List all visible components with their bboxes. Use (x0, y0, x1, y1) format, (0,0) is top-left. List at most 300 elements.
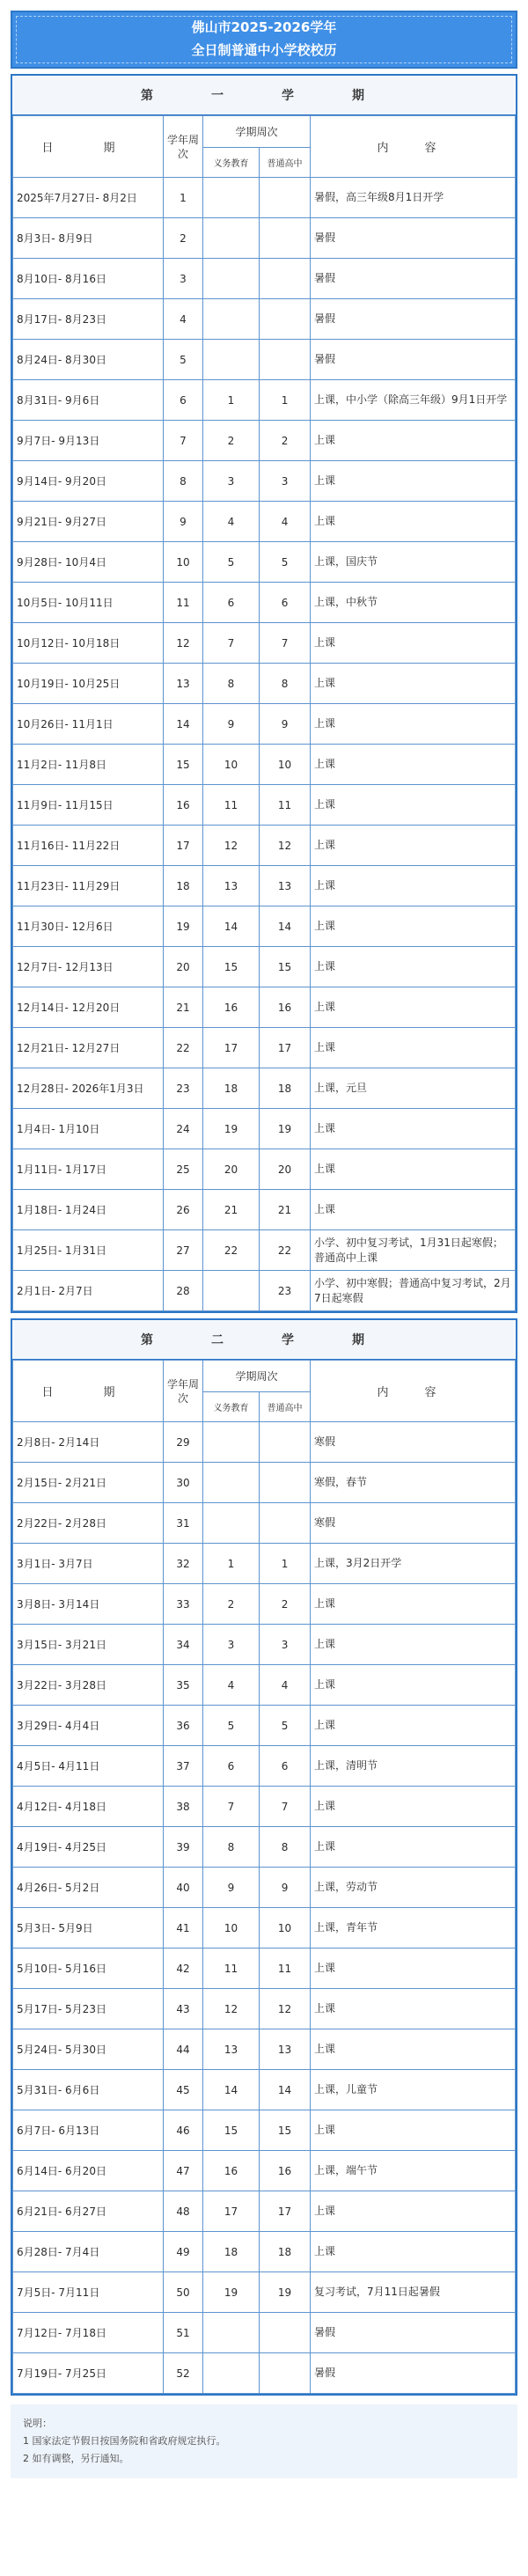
table-row (13, 947, 516, 987)
column-header-year-week: 学年周次 (164, 1361, 203, 1422)
column-header-content: 内 容 (311, 1361, 516, 1422)
year-week-cell: 15 (164, 745, 203, 785)
date-cell: 10月5日- 10月11日 (13, 583, 164, 623)
year-week-cell: 6 (164, 380, 203, 421)
content-cell: 上课 (311, 866, 516, 906)
compulsory-week-cell: 1 (203, 380, 260, 421)
content-cell: 上课 (311, 1787, 516, 1827)
content-cell: 上课 (311, 785, 516, 826)
column-header-year-week: 学年周次 (164, 116, 203, 178)
compulsory-week-cell: 10 (203, 1908, 260, 1949)
compulsory-week-cell: 13 (203, 866, 260, 906)
content-cell: 上课 (311, 1949, 516, 1989)
table-row (13, 1109, 516, 1149)
high-school-week-cell: 16 (260, 2151, 311, 2191)
high-school-week-cell: 3 (260, 1625, 311, 1665)
compulsory-week-cell: 22 (203, 1230, 260, 1271)
compulsory-week-cell: 5 (203, 542, 260, 583)
date-cell: 2月15日- 2月21日 (13, 1463, 164, 1503)
content-cell: 暑假，高三年级8月1日开学 (311, 178, 516, 218)
semester1-title: 第 一 学 期 (12, 76, 516, 115)
date-cell: 7月5日- 7月11日 (13, 2272, 164, 2313)
high-school-week-cell: 1 (260, 380, 311, 421)
content-cell: 上课 (311, 2232, 516, 2272)
table-row (13, 340, 516, 380)
content-cell: 上课 (311, 2110, 516, 2151)
year-week-cell: 21 (164, 987, 203, 1028)
table-row (13, 1422, 516, 1463)
content-cell: 寒假 (311, 1422, 516, 1463)
table-row (13, 1584, 516, 1625)
year-week-cell: 16 (164, 785, 203, 826)
table-row (13, 2110, 516, 2151)
content-cell: 上课，清明节 (311, 1746, 516, 1787)
content-cell: 上课，中小学（除高三年级）9月1日开学 (311, 380, 516, 421)
content-cell: 小学、初中寒假；普通高中复习考试，2月7日起寒假 (311, 1271, 516, 1311)
table-row (13, 2029, 516, 2070)
table-row (13, 1028, 516, 1068)
table-row (13, 1706, 516, 1746)
table-row (13, 421, 516, 461)
date-cell: 2月22日- 2月28日 (13, 1503, 164, 1544)
compulsory-week-cell: 8 (203, 664, 260, 704)
date-cell: 3月29日- 4月4日 (13, 1706, 164, 1746)
content-cell: 上课 (311, 1706, 516, 1746)
table-row (13, 1068, 516, 1109)
compulsory-week-cell: 11 (203, 1949, 260, 1989)
high-school-week-cell (260, 1422, 311, 1463)
compulsory-week-cell: 16 (203, 2151, 260, 2191)
table-row (13, 1503, 516, 1544)
content-cell: 上课 (311, 704, 516, 745)
table-row (13, 866, 516, 906)
content-cell: 上课 (311, 461, 516, 502)
compulsory-week-cell: 12 (203, 1989, 260, 2029)
compulsory-week-cell: 18 (203, 2232, 260, 2272)
date-cell: 4月12日- 4月18日 (13, 1787, 164, 1827)
page-title-line1: 佛山市2025-2026学年 (191, 19, 337, 35)
compulsory-week-cell (203, 340, 260, 380)
date-cell: 9月28日- 10月4日 (13, 542, 164, 583)
content-cell: 上课 (311, 1827, 516, 1868)
content-cell: 上课，元旦 (311, 1068, 516, 1109)
content-cell: 上课 (311, 421, 516, 461)
high-school-week-cell: 17 (260, 1028, 311, 1068)
year-week-cell: 4 (164, 299, 203, 340)
content-cell: 上课 (311, 2191, 516, 2232)
high-school-week-cell: 23 (260, 1271, 311, 1311)
date-cell: 12月28日- 2026年1月3日 (13, 1068, 164, 1109)
high-school-week-cell (260, 2313, 311, 2353)
date-cell: 2月1日- 2月7日 (13, 1271, 164, 1311)
compulsory-week-cell (203, 1271, 260, 1311)
table-row (13, 2353, 516, 2394)
compulsory-week-cell (203, 259, 260, 299)
compulsory-week-cell: 6 (203, 583, 260, 623)
date-cell: 2025年7月27日- 8月2日 (13, 178, 164, 218)
compulsory-week-cell: 21 (203, 1190, 260, 1230)
high-school-week-cell: 19 (260, 2272, 311, 2313)
high-school-week-cell: 22 (260, 1230, 311, 1271)
year-week-cell: 29 (164, 1422, 203, 1463)
high-school-week-cell: 4 (260, 502, 311, 542)
date-cell: 8月10日- 8月16日 (13, 259, 164, 299)
high-school-week-cell: 3 (260, 461, 311, 502)
notes-item: 1 国家法定节假日按国务院和省政府规定执行。 (23, 2435, 226, 2447)
table-row (13, 218, 516, 259)
year-week-cell: 17 (164, 826, 203, 866)
table-row (13, 1746, 516, 1787)
table-row (13, 1544, 516, 1584)
high-school-week-cell (260, 299, 311, 340)
table-row (13, 2151, 516, 2191)
content-cell: 小学、初中复习考试，1月31日起寒假；普通高中上课 (311, 1230, 516, 1271)
date-cell: 11月2日- 11月8日 (13, 745, 164, 785)
high-school-week-cell: 9 (260, 704, 311, 745)
year-week-cell: 51 (164, 2313, 203, 2353)
date-cell: 11月16日- 11月22日 (13, 826, 164, 866)
date-cell: 6月21日- 6月27日 (13, 2191, 164, 2232)
compulsory-week-cell: 1 (203, 1544, 260, 1584)
page-title-line2: 全日制普通中小学校校历 (191, 42, 337, 58)
year-week-cell: 35 (164, 1665, 203, 1706)
year-week-cell: 45 (164, 2070, 203, 2110)
content-cell: 上课 (311, 745, 516, 785)
content-cell: 上课 (311, 906, 516, 947)
high-school-week-cell: 11 (260, 1949, 311, 1989)
year-week-cell: 7 (164, 421, 203, 461)
table-row (13, 1463, 516, 1503)
semester1-section (11, 74, 517, 1313)
high-school-week-cell (260, 1503, 311, 1544)
year-week-cell: 50 (164, 2272, 203, 2313)
content-cell: 上课 (311, 1584, 516, 1625)
date-cell: 4月5日- 4月11日 (13, 1746, 164, 1787)
date-cell: 8月31日- 9月6日 (13, 380, 164, 421)
table-row (13, 1787, 516, 1827)
table-row (13, 2070, 516, 2110)
year-week-cell: 30 (164, 1463, 203, 1503)
year-week-cell: 25 (164, 1149, 203, 1190)
year-week-cell: 9 (164, 502, 203, 542)
compulsory-week-cell: 9 (203, 1868, 260, 1908)
date-cell: 7月19日- 7月25日 (13, 2353, 164, 2394)
content-cell: 复习考试，7月11日起暑假 (311, 2272, 516, 2313)
table-row (13, 461, 516, 502)
year-week-cell: 31 (164, 1503, 203, 1544)
compulsory-week-cell: 10 (203, 745, 260, 785)
content-cell: 上课 (311, 1989, 516, 2029)
compulsory-week-cell: 14 (203, 2070, 260, 2110)
semester2-section (11, 1318, 517, 2396)
content-cell: 上课 (311, 664, 516, 704)
compulsory-week-cell (203, 2313, 260, 2353)
date-cell: 9月21日- 9月27日 (13, 502, 164, 542)
high-school-week-cell (260, 259, 311, 299)
high-school-week-cell: 9 (260, 1868, 311, 1908)
compulsory-week-cell: 7 (203, 1787, 260, 1827)
date-cell: 3月8日- 3月14日 (13, 1584, 164, 1625)
year-week-cell: 22 (164, 1028, 203, 1068)
table-row (13, 502, 516, 542)
compulsory-week-cell: 19 (203, 2272, 260, 2313)
date-cell: 7月12日- 7月18日 (13, 2313, 164, 2353)
table-row (13, 1230, 516, 1271)
year-week-cell: 12 (164, 623, 203, 664)
date-cell: 5月31日- 6月6日 (13, 2070, 164, 2110)
high-school-week-cell (260, 1463, 311, 1503)
content-cell: 上课 (311, 2029, 516, 2070)
year-week-cell: 34 (164, 1625, 203, 1665)
date-cell: 12月21日- 12月27日 (13, 1028, 164, 1068)
date-cell: 8月17日- 8月23日 (13, 299, 164, 340)
content-cell: 暑假 (311, 259, 516, 299)
table-row (13, 1868, 516, 1908)
table-row (13, 2313, 516, 2353)
date-cell: 4月26日- 5月2日 (13, 1868, 164, 1908)
year-week-cell: 19 (164, 906, 203, 947)
table-row (13, 1989, 516, 2029)
year-week-cell: 8 (164, 461, 203, 502)
high-school-week-cell: 12 (260, 826, 311, 866)
date-cell: 5月10日- 5月16日 (13, 1949, 164, 1989)
high-school-week-cell: 11 (260, 785, 311, 826)
compulsory-week-cell: 4 (203, 1665, 260, 1706)
compulsory-week-cell (203, 2353, 260, 2394)
high-school-week-cell: 18 (260, 2232, 311, 2272)
date-cell: 9月7日- 9月13日 (13, 421, 164, 461)
year-week-cell: 52 (164, 2353, 203, 2394)
column-header-content: 内 容 (311, 116, 516, 178)
date-cell: 9月14日- 9月20日 (13, 461, 164, 502)
compulsory-week-cell (203, 178, 260, 218)
calendar-header (11, 11, 517, 69)
content-cell: 暑假 (311, 340, 516, 380)
high-school-week-cell: 15 (260, 947, 311, 987)
column-header-date: 日 期 (13, 116, 164, 178)
high-school-week-cell (260, 2353, 311, 2394)
high-school-week-cell: 6 (260, 583, 311, 623)
table-row (13, 259, 516, 299)
high-school-week-cell: 1 (260, 1544, 311, 1584)
content-cell: 上课，劳动节 (311, 1868, 516, 1908)
year-week-cell: 14 (164, 704, 203, 745)
year-week-cell: 2 (164, 218, 203, 259)
table-row (13, 987, 516, 1028)
high-school-week-cell (260, 218, 311, 259)
column-header-date: 日 期 (13, 1361, 164, 1422)
high-school-week-cell: 13 (260, 2029, 311, 2070)
year-week-cell: 26 (164, 1190, 203, 1230)
year-week-cell: 28 (164, 1271, 203, 1311)
date-cell: 6月7日- 6月13日 (13, 2110, 164, 2151)
table-row (13, 2232, 516, 2272)
date-cell: 5月17日- 5月23日 (13, 1989, 164, 2029)
content-cell: 上课，3月2日开学 (311, 1544, 516, 1584)
content-cell: 上课 (311, 1149, 516, 1190)
high-school-week-cell: 8 (260, 1827, 311, 1868)
high-school-week-cell: 6 (260, 1746, 311, 1787)
compulsory-week-cell (203, 218, 260, 259)
table-row (13, 583, 516, 623)
content-cell: 寒假 (311, 1503, 516, 1544)
column-header-high-school: 普通高中 (260, 148, 311, 178)
compulsory-week-cell (203, 1503, 260, 1544)
compulsory-week-cell (203, 1463, 260, 1503)
content-cell: 暑假 (311, 299, 516, 340)
year-week-cell: 18 (164, 866, 203, 906)
high-school-week-cell: 4 (260, 1665, 311, 1706)
content-cell: 上课，青年节 (311, 1908, 516, 1949)
table-row (13, 380, 516, 421)
high-school-week-cell: 5 (260, 542, 311, 583)
table-row (13, 704, 516, 745)
high-school-week-cell: 20 (260, 1149, 311, 1190)
table-row (13, 2191, 516, 2232)
compulsory-week-cell: 6 (203, 1746, 260, 1787)
date-cell: 11月9日- 11月15日 (13, 785, 164, 826)
high-school-week-cell: 7 (260, 623, 311, 664)
date-cell: 1月4日- 1月10日 (13, 1109, 164, 1149)
date-cell: 10月26日- 11月1日 (13, 704, 164, 745)
content-cell: 寒假，春节 (311, 1463, 516, 1503)
column-header-high-school: 普通高中 (260, 1392, 311, 1422)
year-week-cell: 24 (164, 1109, 203, 1149)
date-cell: 12月14日- 12月20日 (13, 987, 164, 1028)
semester2-title: 第 二 学 期 (12, 1320, 516, 1360)
compulsory-week-cell: 19 (203, 1109, 260, 1149)
date-cell: 8月24日- 8月30日 (13, 340, 164, 380)
high-school-week-cell: 10 (260, 745, 311, 785)
compulsory-week-cell: 11 (203, 785, 260, 826)
high-school-week-cell: 21 (260, 1190, 311, 1230)
content-cell: 上课 (311, 1028, 516, 1068)
high-school-week-cell (260, 178, 311, 218)
content-cell: 暑假 (311, 2313, 516, 2353)
table-row (13, 1190, 516, 1230)
compulsory-week-cell: 9 (203, 704, 260, 745)
table-row (13, 745, 516, 785)
content-cell: 上课 (311, 1665, 516, 1706)
date-cell: 4月19日- 4月25日 (13, 1827, 164, 1868)
date-cell: 5月3日- 5月9日 (13, 1908, 164, 1949)
year-week-cell: 40 (164, 1868, 203, 1908)
date-cell: 2月8日- 2月14日 (13, 1422, 164, 1463)
date-cell: 3月1日- 3月7日 (13, 1544, 164, 1584)
content-cell: 上课 (311, 623, 516, 664)
compulsory-week-cell: 15 (203, 947, 260, 987)
year-week-cell: 33 (164, 1584, 203, 1625)
date-cell: 6月14日- 6月20日 (13, 2151, 164, 2191)
compulsory-week-cell: 13 (203, 2029, 260, 2070)
compulsory-week-cell: 14 (203, 906, 260, 947)
content-cell: 暑假 (311, 2353, 516, 2394)
table-row (13, 826, 516, 866)
semester1-rows (13, 178, 516, 1311)
table-row (13, 623, 516, 664)
table-row (13, 2272, 516, 2313)
high-school-week-cell: 12 (260, 1989, 311, 2029)
compulsory-week-cell: 20 (203, 1149, 260, 1190)
content-cell: 上课 (311, 987, 516, 1028)
year-week-cell: 11 (164, 583, 203, 623)
content-cell: 上课 (311, 1625, 516, 1665)
date-cell: 6月28日- 7月4日 (13, 2232, 164, 2272)
table-row (13, 1271, 516, 1311)
year-week-cell: 39 (164, 1827, 203, 1868)
date-cell: 10月12日- 10月18日 (13, 623, 164, 664)
date-cell: 12月7日- 12月13日 (13, 947, 164, 987)
high-school-week-cell: 7 (260, 1787, 311, 1827)
content-cell: 上课 (311, 1109, 516, 1149)
year-week-cell: 48 (164, 2191, 203, 2232)
year-week-cell: 13 (164, 664, 203, 704)
table-row (13, 299, 516, 340)
compulsory-week-cell: 8 (203, 1827, 260, 1868)
high-school-week-cell: 19 (260, 1109, 311, 1149)
table-row (13, 1827, 516, 1868)
compulsory-week-cell: 15 (203, 2110, 260, 2151)
content-cell: 上课，端午节 (311, 2151, 516, 2191)
date-cell: 1月25日- 1月31日 (13, 1230, 164, 1271)
date-cell: 11月23日- 11月29日 (13, 866, 164, 906)
content-cell: 上课，儿童节 (311, 2070, 516, 2110)
high-school-week-cell: 10 (260, 1908, 311, 1949)
high-school-week-cell: 18 (260, 1068, 311, 1109)
date-cell: 10月19日- 10月25日 (13, 664, 164, 704)
table-row (13, 1908, 516, 1949)
content-cell: 上课，中秋节 (311, 583, 516, 623)
high-school-week-cell: 13 (260, 866, 311, 906)
table-row (13, 785, 516, 826)
content-cell: 暑假 (311, 218, 516, 259)
year-week-cell: 37 (164, 1746, 203, 1787)
compulsory-week-cell: 18 (203, 1068, 260, 1109)
table-row (13, 1665, 516, 1706)
column-header-term-week: 学期周次 (203, 116, 311, 148)
compulsory-week-cell: 3 (203, 461, 260, 502)
table-row (13, 1625, 516, 1665)
semester2-rows (13, 1422, 516, 2394)
year-week-cell: 36 (164, 1706, 203, 1746)
high-school-week-cell: 16 (260, 987, 311, 1028)
column-header-term-week: 学期周次 (203, 1361, 311, 1392)
year-week-cell: 23 (164, 1068, 203, 1109)
high-school-week-cell: 2 (260, 421, 311, 461)
high-school-week-cell (260, 340, 311, 380)
high-school-week-cell: 17 (260, 2191, 311, 2232)
year-week-cell: 5 (164, 340, 203, 380)
table-row (13, 542, 516, 583)
compulsory-week-cell (203, 1422, 260, 1463)
date-cell: 3月22日- 3月28日 (13, 1665, 164, 1706)
compulsory-week-cell (203, 299, 260, 340)
compulsory-week-cell: 5 (203, 1706, 260, 1746)
content-cell: 上课，国庆节 (311, 542, 516, 583)
year-week-cell: 38 (164, 1787, 203, 1827)
date-cell: 1月18日- 1月24日 (13, 1190, 164, 1230)
column-header-compulsory: 义务教育 (203, 148, 260, 178)
year-week-cell: 42 (164, 1949, 203, 1989)
notes-item: 2 如有调整，另行通知。 (23, 2453, 129, 2464)
year-week-cell: 10 (164, 542, 203, 583)
year-week-cell: 1 (164, 178, 203, 218)
year-week-cell: 49 (164, 2232, 203, 2272)
high-school-week-cell: 14 (260, 906, 311, 947)
date-cell: 8月3日- 8月9日 (13, 218, 164, 259)
table-row (13, 1149, 516, 1190)
year-week-cell: 3 (164, 259, 203, 299)
